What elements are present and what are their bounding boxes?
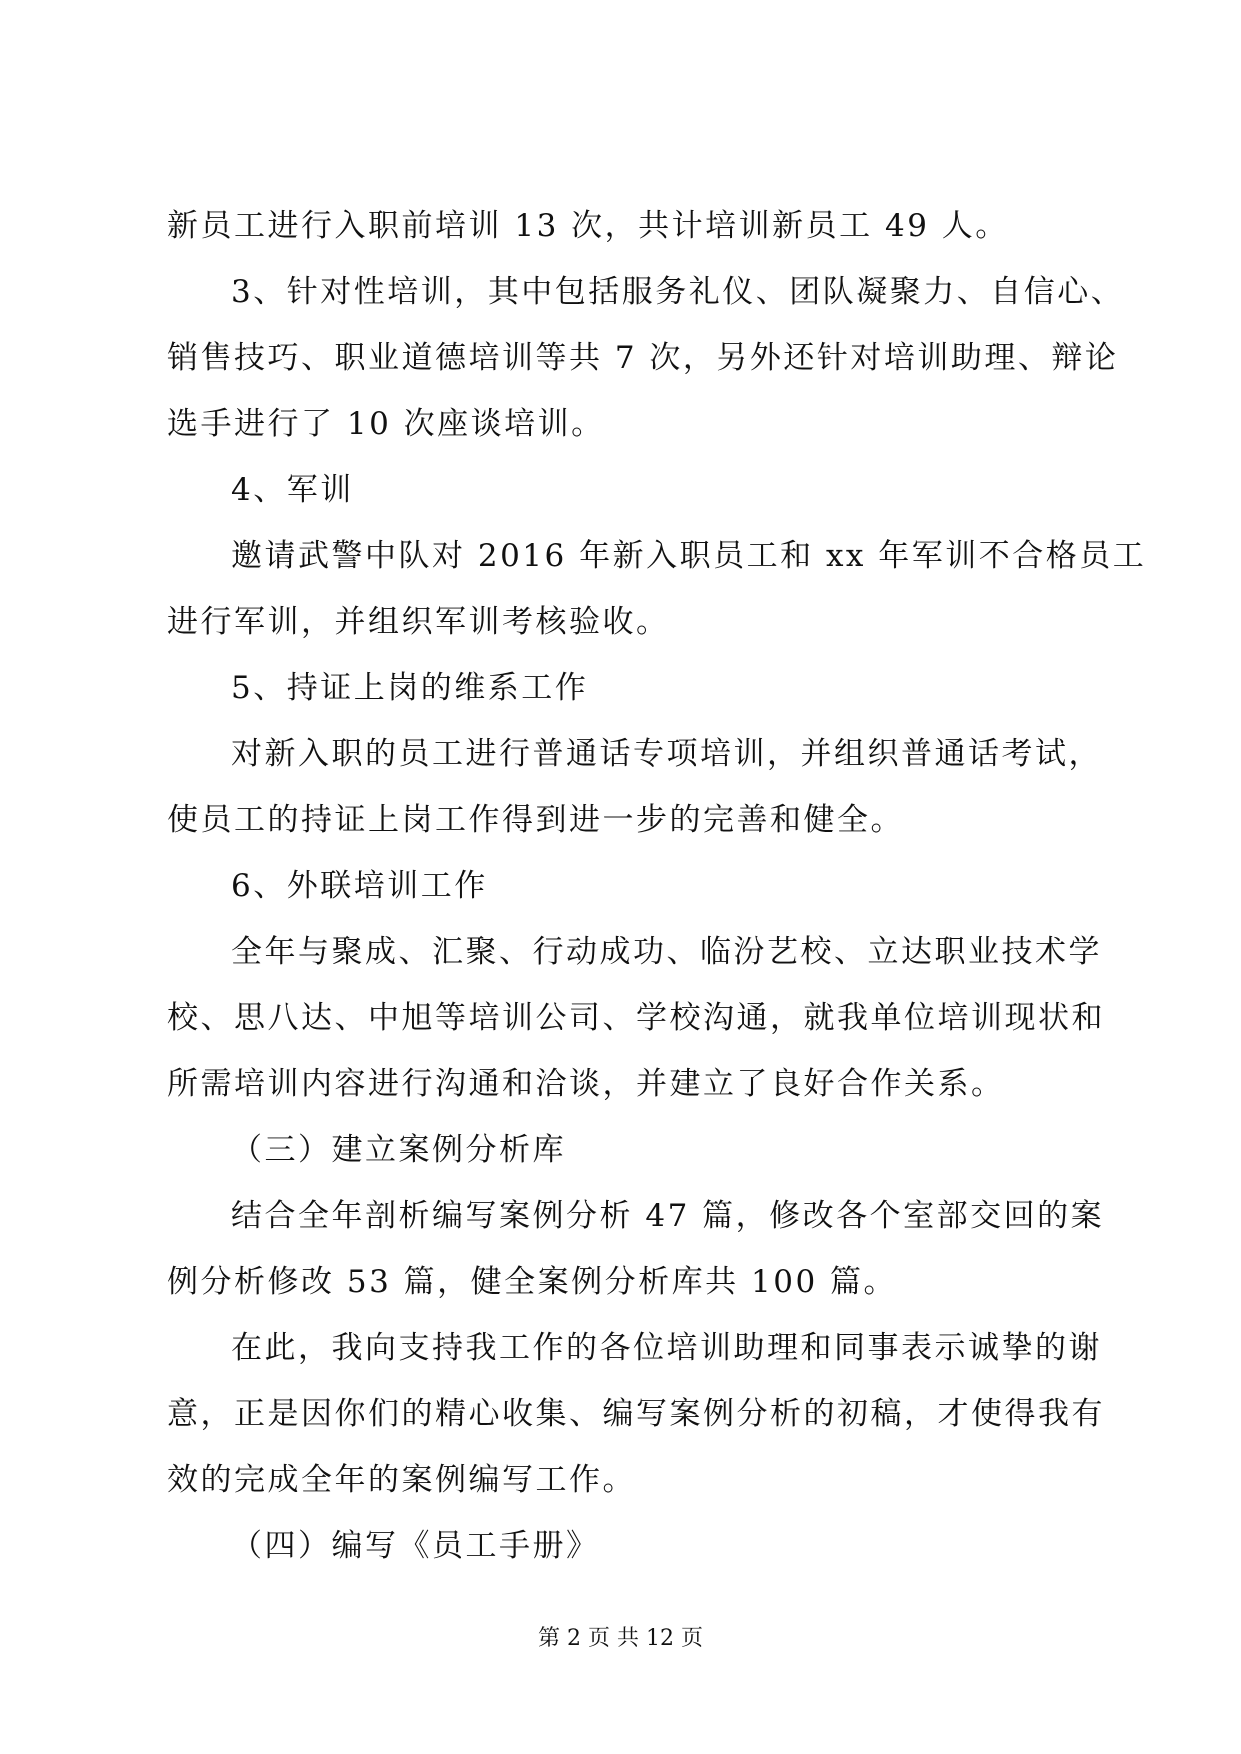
paragraph-line: 效的完成全年的案例编写工作。 xyxy=(167,1462,636,1498)
list-item-3-targeted-training: 3、针对性培训，其中包括服务礼仪、团队凝聚力、自信心、 xyxy=(231,274,1125,310)
paragraph-line: 所需培训内容进行沟通和洽谈，并建立了良好合作关系。 xyxy=(167,1066,1005,1102)
paragraph-line: 邀请武警中队对 2016 年新入职员工和 xx 年军训不合格员工 xyxy=(231,538,1147,574)
paragraph-line: 意，正是因你们的精心收集、编写案例分析的初稿，才使得我有 xyxy=(167,1396,1105,1432)
paragraph-line: 例分析修改 53 篇，健全案例分析库共 100 篇。 xyxy=(167,1264,898,1300)
paragraph-line: 销售技巧、职业道德培训等共 7 次，另外还针对培训助理、辩论 xyxy=(167,340,1119,376)
list-item-4-military-training: 4、军训 xyxy=(231,472,354,508)
page-number-footer: 第 2 页 共 12 页 xyxy=(538,1626,703,1651)
list-item-6-external-training: 6、外联培训工作 xyxy=(231,868,488,904)
paragraph-line: 全年与聚成、汇聚、行动成功、临汾艺校、立达职业技术学 xyxy=(231,934,1102,970)
list-item-5-certification: 5、持证上岗的维系工作 xyxy=(231,670,589,706)
paragraph-line: 使员工的持证上岗工作得到进一步的完善和健全。 xyxy=(167,802,904,838)
paragraph-line: 进行军训，并组织军训考核验收。 xyxy=(167,604,670,640)
paragraph-line: 对新入职的员工进行普通话专项培训，并组织普通话考试， xyxy=(231,736,1102,772)
paragraph-thanks: 在此，我向支持我工作的各位培训助理和同事表示诚挚的谢 xyxy=(231,1330,1102,1366)
paragraph-line: 结合全年剖析编写案例分析 47 篇，修改各个室部交回的案 xyxy=(231,1198,1105,1234)
paragraph-line: 选手进行了 10 次座谈培训。 xyxy=(167,406,605,442)
section-heading-employee-handbook: （四）编写《员工手册》 xyxy=(231,1528,600,1564)
paragraph-line: 校、思八达、中旭等培训公司、学校沟通，就我单位培训现状和 xyxy=(167,1000,1105,1036)
section-heading-case-library: （三）建立案例分析库 xyxy=(231,1132,566,1168)
paragraph-line-continued-new-staff: 新员工进行入职前培训 13 次，共计培训新员工 49 人。 xyxy=(167,208,1009,244)
